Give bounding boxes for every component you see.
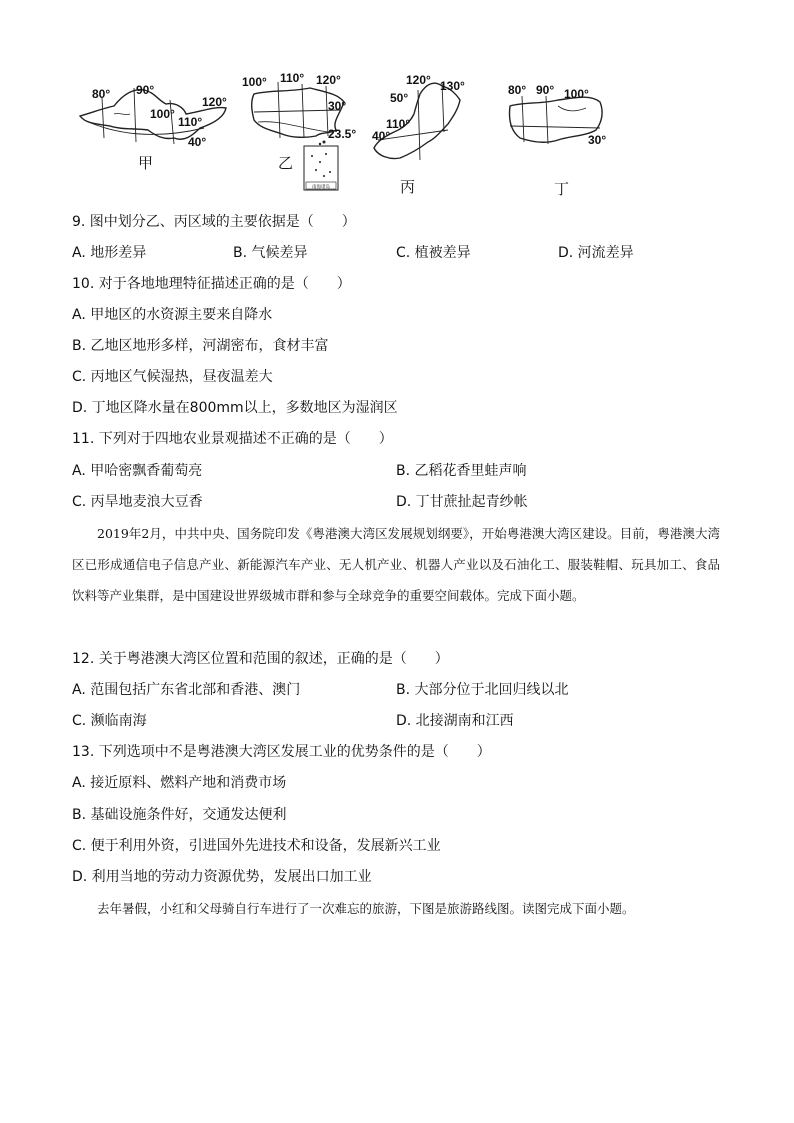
question-10-option-c: C. 丙地区气候湿热，昼夜温差大 <box>72 369 273 385</box>
question-9-option-c: C. 植被差异 <box>396 245 471 261</box>
question-13-option-c: C. 便于利用外资，引进国外先进技术和设备，发展新兴工业 <box>72 838 441 854</box>
question-13-stem: 13. 下列选项中不是粤港澳大湾区发展工业的优势条件的是（ ） <box>72 744 491 760</box>
inset-label: 南海诸岛 <box>312 185 330 190</box>
south-china-sea-inset <box>304 146 338 190</box>
map-bing-caption: 丙 <box>400 178 416 196</box>
passage-bay-area-text: 2019年2月，中共中央、国务院印发《粤港澳大湾区发展规划纲要》，开始粤港澳大湾区建设。目前，粤港澳大湾区已形成通信电子信息产业、新能源汽车产业、无人机产业、机器人产业以及石油化工、服装鞋帽、玩具加工、食品饮料等产业集群，是中国建设世界级城市群和参与全球竞争的重要空间载体。完成下面小题。 <box>72 526 720 603</box>
question-10-stem: 10. 对于各地地理特征描述正确的是（ ） <box>72 276 351 292</box>
map-yi-caption: 乙 <box>278 154 294 172</box>
map-bing-label-40: 40° <box>372 129 391 143</box>
map-jia-label-40: 40° <box>188 135 207 149</box>
map-jia-label-80: 80° <box>92 87 111 101</box>
question-9-option-a: A. 地形差异 <box>72 245 147 261</box>
map-ding-outline <box>500 82 630 162</box>
question-11-stem: 11. 下列对于四地农业景观描述不正确的是（ ） <box>72 431 393 447</box>
region-maps-figure <box>60 68 740 198</box>
question-10-option-d: D. 丁地区降水量在800mm以上，多数地区为湿润区 <box>72 400 398 416</box>
question-10-option-b: B. 乙地区地形多样，河湖密布，食材丰富 <box>72 338 329 354</box>
question-12-option-c: C. 濒临南海 <box>72 713 147 729</box>
question-13-option-a: A. 接近原料、燃料产地和消费市场 <box>72 775 287 791</box>
question-9-option-b: B. 气候差异 <box>233 245 308 261</box>
map-jia-label-100: 100° <box>150 107 175 121</box>
map-yi-label-30: 30° <box>328 99 347 113</box>
map-ding-label-90: 90° <box>536 83 555 97</box>
map-yi-label-23-5: 23.5° <box>328 127 357 141</box>
passage-travel <box>72 893 720 924</box>
question-13-option-b: B. 基础设施条件好，交通发达便利 <box>72 807 287 823</box>
question-11-option-a: A. 甲哈密飘香葡萄亮 <box>72 463 203 479</box>
map-yi-label-100: 100° <box>242 75 267 89</box>
map-bing <box>368 70 488 170</box>
map-bing-label-130: 130° <box>440 79 465 93</box>
map-bing-label-110: 110° <box>386 117 411 131</box>
map-ding-label-100: 100° <box>564 87 589 101</box>
map-ding-caption: 丁 <box>554 180 570 198</box>
map-jia-label-110: 110° <box>178 115 203 129</box>
question-13-option-d: D. 利用当地的劳动力资源优势，发展出口加工业 <box>72 869 372 885</box>
question-12-option-b: B. 大部分位于北回归线以北 <box>396 682 569 698</box>
question-11-option-b: B. 乙稻花香里蛙声响 <box>396 463 527 479</box>
question-11-option-c: C. 丙旱地麦浪大豆香 <box>72 494 203 510</box>
question-12-option-d: D. 北接湖南和江西 <box>396 713 514 729</box>
map-ding <box>500 82 630 162</box>
map-jia-outline <box>74 78 244 158</box>
map-yi <box>240 72 370 192</box>
map-yi-label-110: 110° <box>280 71 305 85</box>
map-jia-label-120: 120° <box>202 95 227 109</box>
map-jia <box>74 78 244 158</box>
question-11-option-d: D. 丁甘蔗扯起青纱帐 <box>396 494 528 510</box>
map-ding-label-30: 30° <box>588 133 607 147</box>
map-jia-caption: 甲 <box>138 154 154 172</box>
passage-travel-text: 去年暑假，小红和父母骑自行车进行了一次难忘的旅游，下图是旅游路线图。读图完成下面小题。 <box>97 901 635 916</box>
map-bing-outline <box>368 70 488 170</box>
question-10-option-a: A. 甲地区的水资源主要来自降水 <box>72 307 273 323</box>
map-yi-label-120: 120° <box>316 73 341 87</box>
map-bing-label-120: 120° <box>406 73 431 87</box>
map-bing-label-50: 50° <box>390 91 409 105</box>
map-yi-outline <box>240 72 370 192</box>
question-12-stem: 12. 关于粤港澳大湾区位置和范围的叙述，正确的是（ ） <box>72 651 449 667</box>
map-jia-label-90: 90° <box>136 83 155 97</box>
question-9-option-d: D. 河流差异 <box>558 245 634 261</box>
question-9-stem: 9. 图中划分乙、丙区域的主要依据是（ ） <box>72 214 356 230</box>
passage-bay-area <box>72 518 720 611</box>
question-12-option-a: A. 范围包括广东省北部和香港、澳门 <box>72 682 301 698</box>
map-ding-label-80: 80° <box>508 83 527 97</box>
